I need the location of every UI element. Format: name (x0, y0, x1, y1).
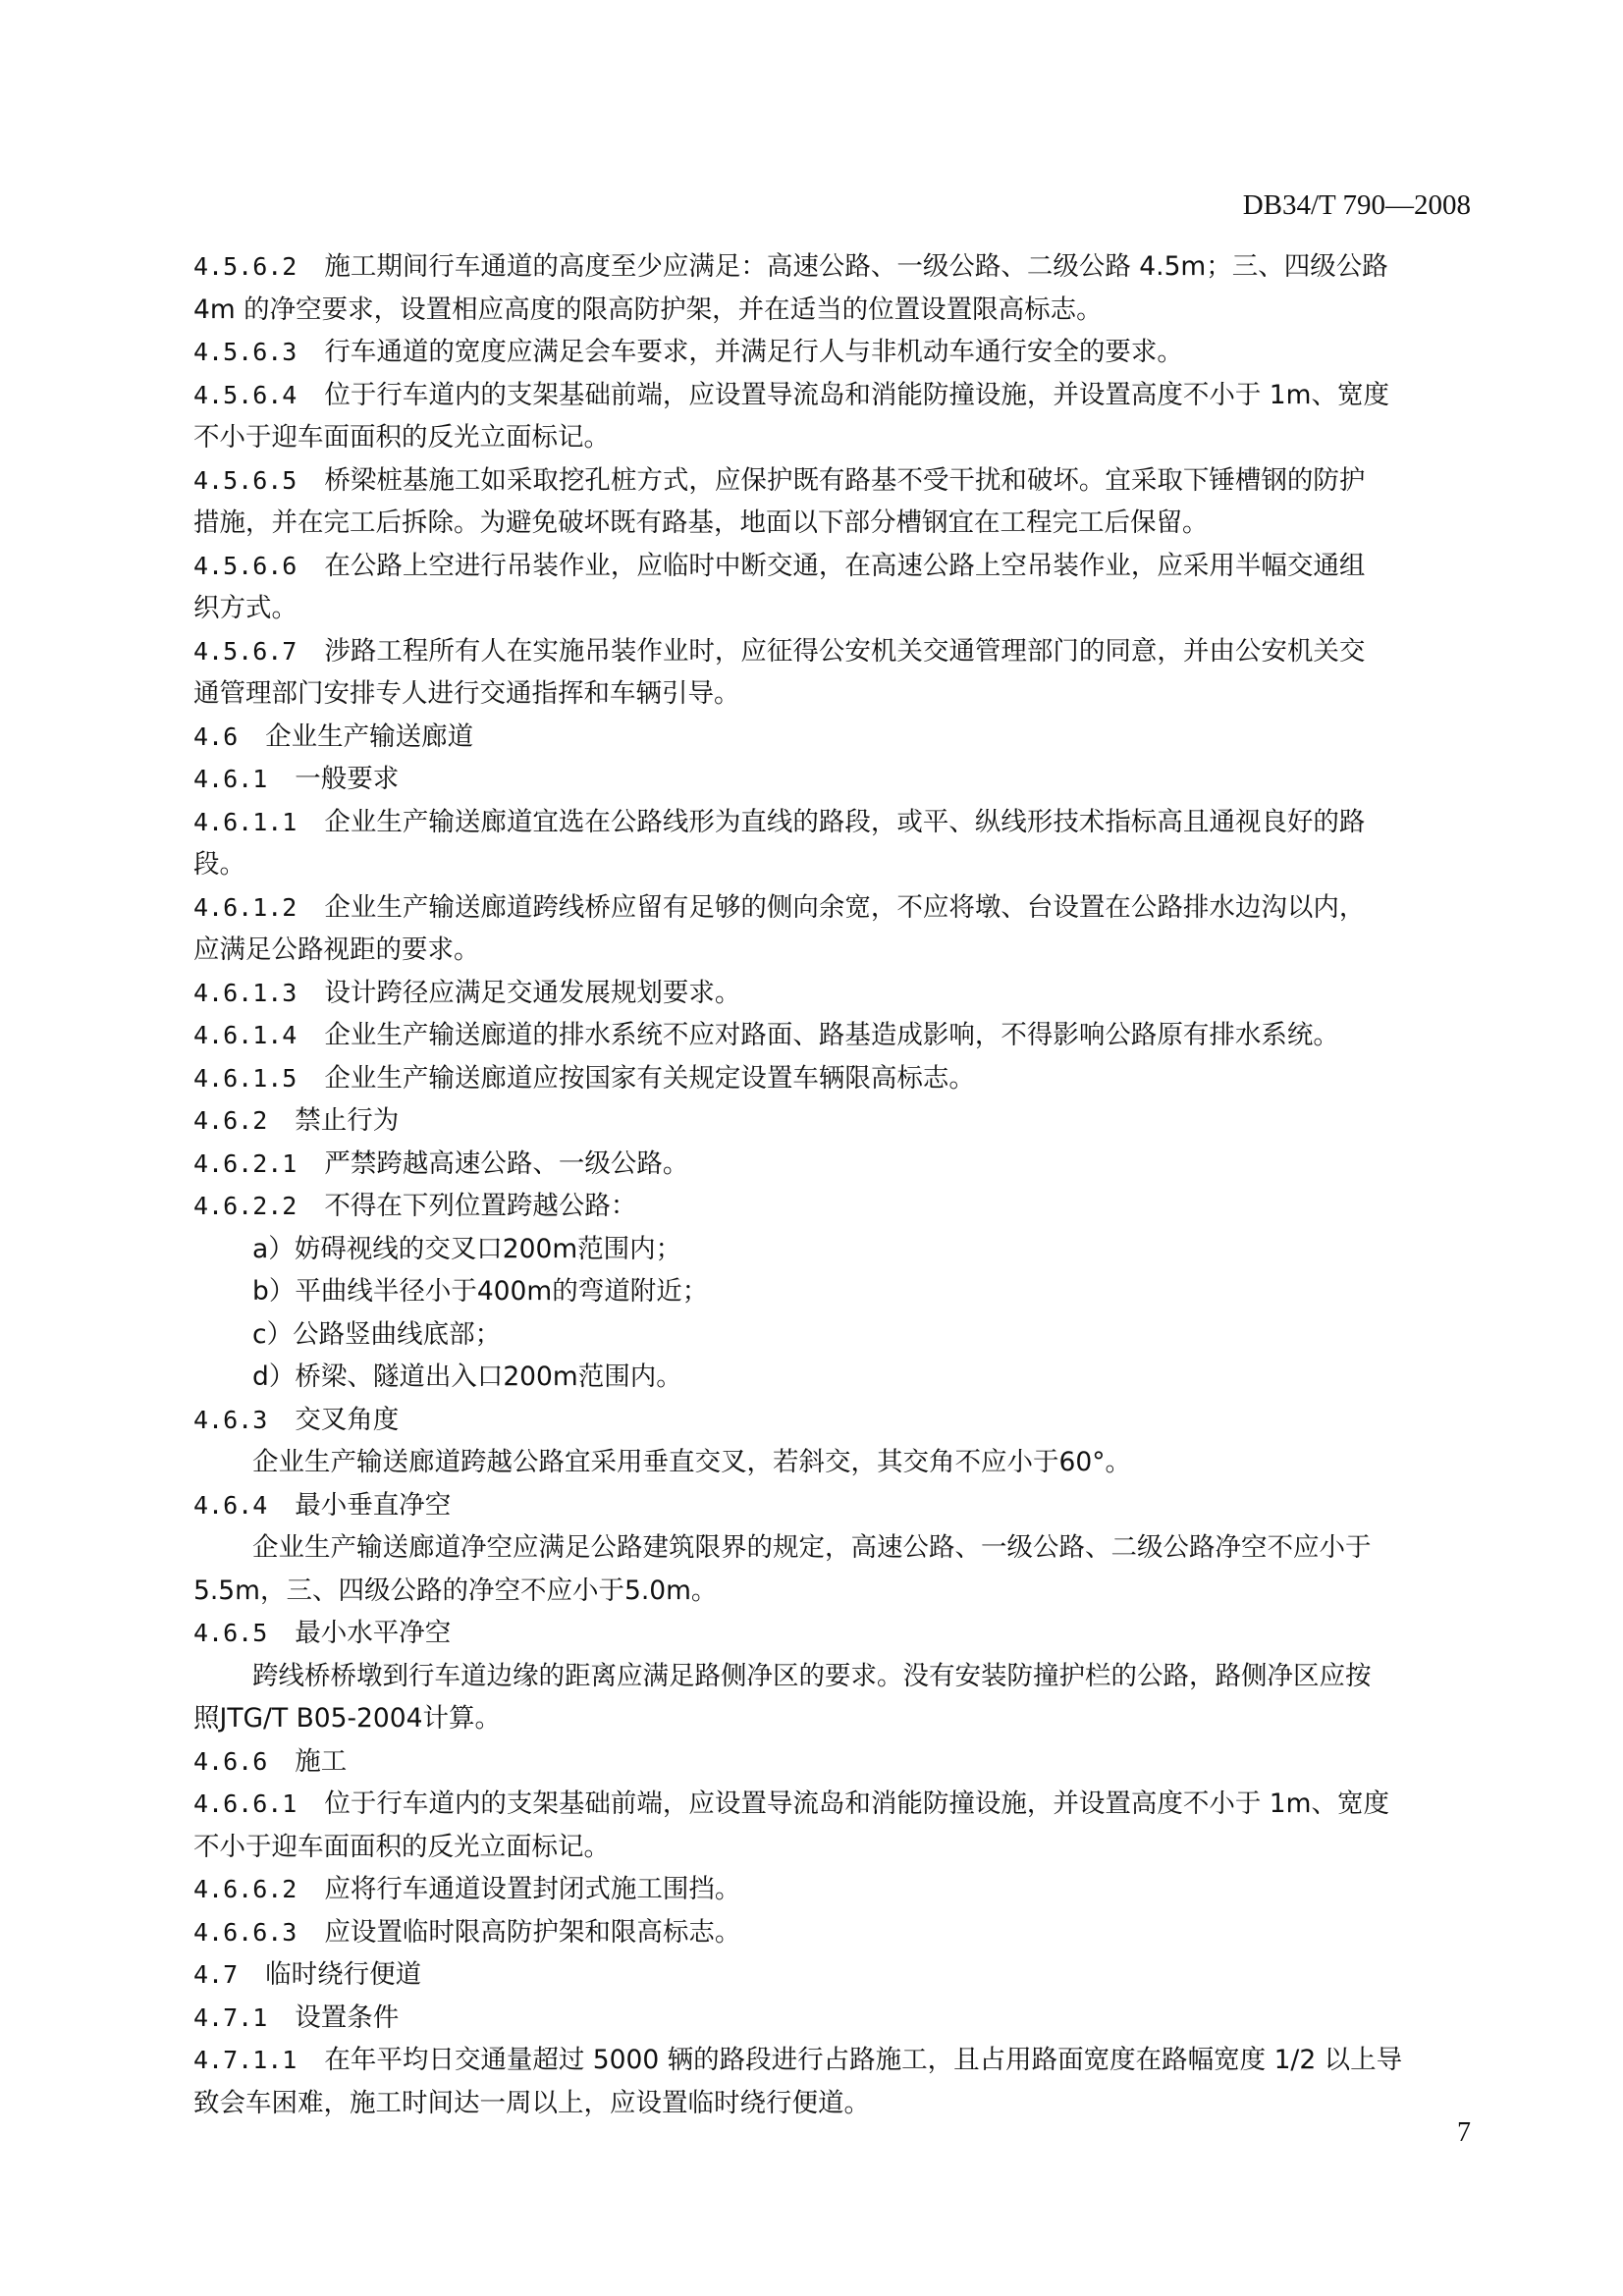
clause-line (193, 1057, 1472, 1100)
section-heading (193, 758, 1472, 801)
clause-text: 行车通道的宽度应满足会车要求，并满足行人与非机动车通行安全的要求。 (324, 337, 1183, 367)
clause (193, 374, 1472, 459)
clause-text: 4m 的净空要求，设置相应高度的限高防护架，并在适当的位置设置限高标志。 (193, 294, 1103, 325)
section-heading (193, 1399, 1472, 1442)
heading-number: 4.6 (193, 721, 239, 751)
clause-number: 4.6.1.5 (193, 1063, 298, 1093)
clause-line (193, 459, 1472, 503)
section-heading (193, 1953, 1472, 1997)
paragraph-line: 跨线桥桥墩到行车道边缘的距离应满足路侧净区的要求。没有安装防撞护栏的公路，路侧净区应按 (252, 1660, 1372, 1691)
clause (193, 630, 1472, 716)
clause (193, 1143, 1472, 1186)
clause-line (193, 374, 1472, 417)
clause (193, 1868, 1472, 1911)
heading-number: 4.6.6 (193, 1746, 268, 1776)
clause-text: 企业生产输送廊道的排水系统不应对路面、路基造成影响，不得影响公路原有排水系统。 (324, 1020, 1339, 1050)
clause-number: 4.5.6.4 (193, 380, 298, 409)
clause-number: 4.6.6.2 (193, 1875, 298, 1903)
clause-line (193, 2039, 1472, 2082)
clause-line (193, 672, 1472, 716)
clause-text: 应满足公路视距的要求。 (193, 934, 480, 965)
paragraph-line: 5.5m，三、四级公路的净空不应小于5.0m。 (193, 1575, 718, 1606)
document-code: DB34/T 790—2008 (1242, 189, 1471, 221)
heading-text: 施工 (295, 1745, 348, 1777)
clause (193, 1783, 1472, 1868)
clause-text: 织方式。 (193, 593, 298, 623)
clause-number: 4.6.1.2 (193, 892, 298, 922)
clause-line (193, 1911, 1472, 1954)
heading-number: 4.7.1 (193, 2002, 268, 2032)
heading-text: 最小垂直净空 (295, 1489, 452, 1521)
heading-text: 企业生产输送廊道 (265, 721, 474, 752)
paragraph (193, 1526, 1472, 1612)
heading-number: 4.6.2 (193, 1106, 268, 1135)
heading-number: 4.6.1 (193, 765, 268, 793)
clause-line (193, 545, 1472, 588)
clause-text: 企业生产输送廊道应按国家有关规定设置车辆限高标志。 (324, 1062, 975, 1094)
clause (193, 972, 1472, 1015)
clause-line (193, 416, 1472, 459)
section-heading (193, 716, 1472, 759)
clause-line (193, 502, 1472, 545)
section-heading (193, 1099, 1472, 1143)
heading-text: 一般要求 (295, 764, 400, 794)
clause-text: 设计跨径应满足交通发展规划要求。 (324, 977, 741, 1008)
heading-text: 最小水平净空 (295, 1618, 452, 1648)
list-item: d）桥梁、隧道出入口200m范围内。 (252, 1362, 682, 1392)
clause-line (193, 630, 1472, 673)
clause-line (193, 245, 1472, 289)
clause-text: 企业生产输送廊道跨线桥应留有足够的侧向余宽，不应将墩、台设置在公路排水边沟以内， (324, 891, 1366, 923)
clause-text: 不小于迎车面面积的反光立面标记。 (193, 422, 610, 453)
clause (193, 1057, 1472, 1100)
section-heading (193, 1612, 1472, 1655)
clause-number: 4.7.1.1 (193, 2046, 298, 2074)
clause-line (193, 331, 1472, 374)
clause-number: 4.5.6.5 (193, 465, 298, 495)
section-heading (193, 1997, 1472, 2040)
clause-text: 不小于迎车面面积的反光立面标记。 (193, 1831, 610, 1862)
clause (193, 459, 1472, 545)
clause-text: 致会车困难，施工时间达一周以上，应设置临时绕行便道。 (193, 2087, 870, 2118)
clause-number: 4.6.2.2 (193, 1192, 298, 1220)
clause-line (193, 1826, 1472, 1869)
paragraph-line: 企业生产输送廊道跨越公路宜采用垂直交叉，若斜交，其交角不应小于60°。 (252, 1447, 1131, 1477)
clause-line (193, 886, 1472, 930)
paragraph (193, 1441, 1472, 1484)
clause-line (193, 929, 1472, 972)
clause-text: 涉路工程所有人在实施吊装作业时，应征得公安机关交通管理部门的同意，并由公安机关交 (324, 635, 1366, 667)
clause-text: 应将行车通道设置封闭式施工围挡。 (324, 1874, 741, 1904)
list-item: c）公路竖曲线底部； (252, 1318, 502, 1350)
heading-text: 设置条件 (295, 2002, 400, 2033)
clause-text: 桥梁桩基施工如采取挖孔桩方式，应保护既有路基不受干扰和破坏。宜采取下锤槽钢的防护 (324, 464, 1366, 496)
clause (193, 886, 1472, 972)
heading-text: 交叉角度 (295, 1404, 400, 1435)
clause-number: 4.6.6.1 (193, 1789, 298, 1818)
heading-text: 临时绕行便道 (265, 1959, 422, 1990)
clause-number: 4.6.6.3 (193, 1917, 298, 1947)
section-heading (193, 1740, 1472, 1784)
clause-text: 位于行车道内的支架基础前端，应设置导流岛和消能防撞设施，并设置高度不小于 1m、宽度 (324, 1789, 1389, 1819)
clause-line (193, 1783, 1472, 1826)
list-item: a）妨碍视线的交叉口200m范围内； (252, 1233, 682, 1264)
clause-text: 施工期间行车通道的高度至少应满足：高速公路、一级公路、二级公路 4.5m；三、四级公路 (324, 251, 1388, 282)
clause-number: 4.6.1.4 (193, 1021, 298, 1049)
clause-number: 4.6.1.1 (193, 807, 298, 836)
clause (193, 245, 1472, 331)
clause-number: 4.5.6.3 (193, 338, 298, 366)
clause-line (193, 2082, 1472, 2125)
clause-line (193, 1185, 1472, 1228)
paragraph-line: 照JTG/T B05-2004计算。 (193, 1703, 501, 1734)
clause (193, 2039, 1472, 2124)
clause (193, 1014, 1472, 1057)
clause (193, 331, 1472, 374)
document-body (193, 245, 1472, 2124)
clause-text: 严禁跨越高速公路、一级公路。 (324, 1148, 689, 1179)
section-heading (193, 1484, 1472, 1527)
clause-text: 企业生产输送廊道宜选在公路线形为直线的路段，或平、纵线形技术指标高且通视良好的路 (324, 806, 1366, 837)
clause-number: 4.5.6.2 (193, 252, 298, 281)
clause-text: 通管理部门安排专人进行交通指挥和车辆引导。 (193, 678, 740, 709)
list-item: b）平曲线半径小于400m的弯道附近； (252, 1276, 709, 1307)
clause-line (193, 1868, 1472, 1911)
clause-text: 在年平均日交通量超过 5000 辆的路段进行占路施工，且占用路面宽度在路幅宽度 1/2 以上导 (324, 2045, 1403, 2075)
paragraph-line: 企业生产输送廊道净空应满足公路建筑限界的规定，高速公路、一级公路、二级公路净空不应小于 (252, 1532, 1372, 1563)
clause (193, 1911, 1472, 1954)
clause-text: 应设置临时限高防护架和限高标志。 (324, 1916, 741, 1948)
page-number: 7 (1457, 2117, 1471, 2148)
clause-text: 在公路上空进行吊装作业，应临时中断交通，在高速公路上空吊装作业，应采用半幅交通组 (324, 550, 1366, 581)
clause-line (193, 587, 1472, 630)
clause (193, 801, 1472, 886)
clause-text: 不得在下列位置跨越公路： (324, 1191, 637, 1221)
clause-number: 4.5.6.6 (193, 551, 298, 580)
heading-number: 4.6.3 (193, 1405, 268, 1434)
clause-line (193, 972, 1472, 1015)
clause-line (193, 1014, 1472, 1057)
clause-line (193, 801, 1472, 844)
heading-text: 禁止行为 (295, 1105, 400, 1136)
heading-number: 4.6.4 (193, 1490, 268, 1520)
heading-number: 4.7 (193, 1960, 239, 1989)
clause-text: 措施，并在完工后拆除。为避免破坏既有路基，地面以下部分槽钢宜在工程完工后保留。 (193, 507, 1209, 538)
heading-number: 4.6.5 (193, 1619, 268, 1647)
clause-number: 4.6.2.1 (193, 1148, 298, 1178)
clause-text: 位于行车道内的支架基础前端，应设置导流岛和消能防撞设施，并设置高度不小于 1m、宽度 (324, 379, 1389, 410)
paragraph (193, 1655, 1472, 1740)
clause-line (193, 843, 1472, 886)
clause-number: 4.6.1.3 (193, 978, 298, 1007)
clause-line (193, 289, 1472, 332)
clause (193, 545, 1472, 630)
clause-number: 4.5.6.7 (193, 636, 298, 666)
clause (193, 1185, 1472, 1228)
clause-line (193, 1143, 1472, 1186)
clause-text: 段。 (193, 849, 245, 880)
